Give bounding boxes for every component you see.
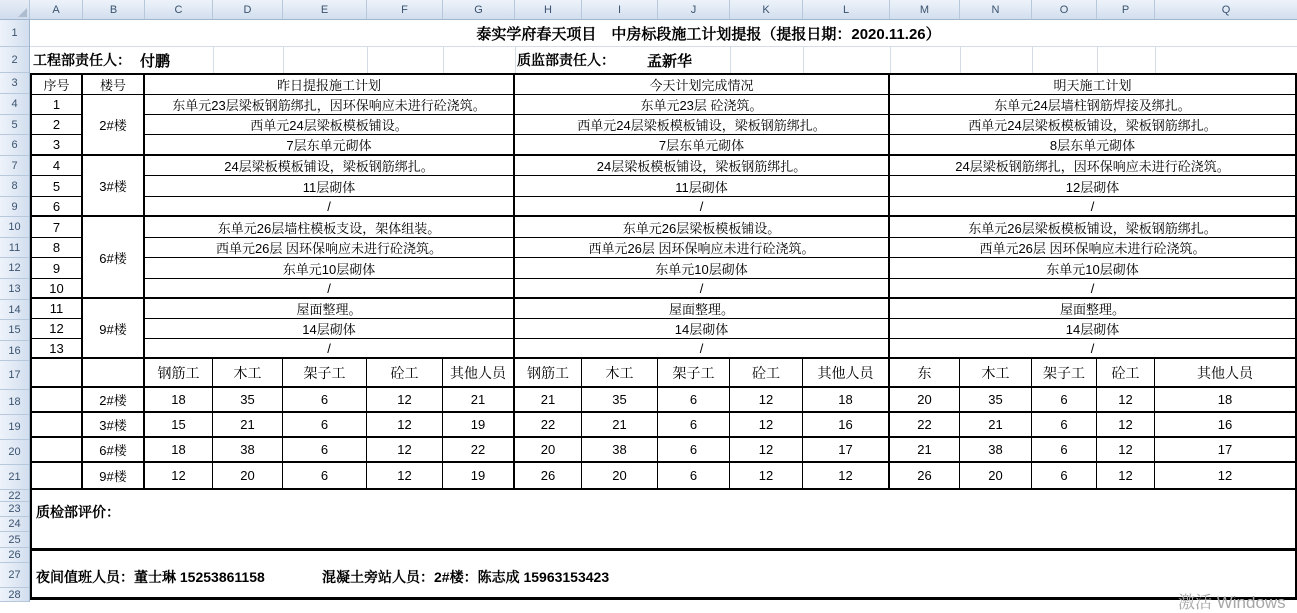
labor-value-cell[interactable]: 12 — [1097, 413, 1155, 438]
header-seq[interactable]: 序号 — [32, 75, 83, 95]
labor-value-cell[interactable]: 12 — [367, 438, 443, 463]
labor-value-cell[interactable]: 26 — [515, 463, 582, 488]
labor-value-cell[interactable]: 16 — [1155, 413, 1295, 438]
col-header-d[interactable]: D — [213, 0, 283, 19]
labor-value-cell[interactable]: 26 — [890, 463, 960, 488]
col-header-m[interactable]: M — [890, 0, 960, 19]
labor-header-cell[interactable]: 砼工 — [730, 359, 803, 388]
row-header[interactable]: 9 — [0, 197, 29, 217]
labor-value-cell[interactable]: 6 — [1032, 438, 1097, 463]
labor-value-cell[interactable]: 6 — [1032, 413, 1097, 438]
duty-box — [30, 551, 1297, 600]
plan-cell[interactable]: / — [515, 197, 890, 217]
seq-cell[interactable]: 8 — [32, 238, 83, 258]
empty-cell[interactable] — [32, 359, 83, 388]
labor-value-cell[interactable]: 6 — [658, 463, 730, 488]
plan-cell[interactable]: 东单元10层砌体 — [515, 258, 890, 279]
building-cell[interactable]: 2#楼 — [83, 95, 145, 156]
plan-cell[interactable]: 14层砌体 — [890, 319, 1295, 339]
plan-cell[interactable]: 西单元26层 因环保响应未进行砼浇筑。 — [890, 238, 1295, 258]
col-header-b[interactable]: B — [83, 0, 145, 19]
labor-header-cell[interactable]: 架子工 — [283, 359, 367, 388]
labor-header-cell[interactable]: 木工 — [582, 359, 658, 388]
plan-cell[interactable]: 西单元24层梁板模板铺设。 — [145, 115, 515, 135]
row-header[interactable]: 6 — [0, 135, 29, 156]
labor-header-cell[interactable]: 其他人员 — [443, 359, 515, 388]
labor-value-cell[interactable]: 20 — [213, 463, 283, 488]
labor-value-cell[interactable]: 20 — [890, 388, 960, 413]
activate-windows-watermark: 激活 Windows — [1178, 593, 1286, 612]
col-header-q[interactable]: Q — [1221, 3, 1231, 16]
row-header[interactable]: 15 — [0, 320, 29, 341]
building-cell[interactable]: 9#楼 — [83, 299, 145, 359]
row-header[interactable]: 27 — [0, 563, 29, 588]
seq-cell[interactable]: 9 — [32, 258, 83, 279]
gridline-v — [1032, 47, 1033, 73]
plan-cell[interactable]: 东单元26层梁板模板铺设，梁板钢筋绑扎。 — [890, 217, 1295, 238]
labor-value-cell[interactable]: 17 — [803, 438, 890, 463]
row-header[interactable]: 10 — [0, 217, 29, 238]
row-header[interactable]: 24 — [0, 517, 29, 532]
labor-value-cell[interactable]: 22 — [890, 413, 960, 438]
labor-header-cell[interactable]: 木工 — [213, 359, 283, 388]
plan-cell[interactable]: / — [890, 339, 1295, 359]
labor-header-cell[interactable]: 东 — [890, 359, 960, 388]
labor-value-cell[interactable]: 21 — [443, 388, 515, 413]
labor-value-cell[interactable]: 20 — [515, 438, 582, 463]
row-header[interactable]: 13 — [0, 279, 29, 300]
gridline-v — [1097, 47, 1098, 73]
col-header-f[interactable]: F — [367, 0, 443, 19]
responsibles-row — [30, 47, 1297, 73]
labor-building-cell[interactable]: 2#楼 — [83, 388, 145, 413]
row-header[interactable]: 18 — [0, 390, 29, 415]
labor-value-cell[interactable]: 20 — [582, 463, 658, 488]
seq-cell[interactable]: 10 — [32, 279, 83, 299]
plan-cell[interactable]: 东单元10层砌体 — [890, 258, 1295, 279]
labor-value-cell[interactable]: 18 — [145, 438, 213, 463]
plan-cell[interactable]: 东单元10层砌体 — [145, 258, 515, 279]
labor-value-cell[interactable]: 12 — [1097, 388, 1155, 413]
gridline-v — [283, 47, 284, 73]
row-header[interactable]: 3 — [0, 73, 29, 94]
gridline-v — [960, 47, 961, 73]
labor-header-cell[interactable]: 架子工 — [658, 359, 730, 388]
labor-value-cell[interactable]: 6 — [1032, 463, 1097, 488]
labor-value-cell[interactable]: 6 — [283, 413, 367, 438]
labor-value-cell[interactable]: 22 — [515, 413, 582, 438]
seq-cell[interactable]: 3 — [32, 135, 83, 156]
gridline-v — [213, 47, 214, 73]
labor-value-cell[interactable]: 6 — [658, 438, 730, 463]
col-header-i[interactable]: I — [582, 0, 658, 19]
col-header-c[interactable]: C — [145, 0, 213, 19]
plan-cell[interactable]: 24层梁板钢筋绑扎，因环保响应未进行砼浇筑。 — [890, 156, 1295, 176]
column-header-strip — [0, 0, 1297, 20]
plan-cell[interactable]: 7层东单元砌体 — [515, 135, 890, 156]
qc-evaluation-label[interactable]: 质检部评价： — [36, 504, 120, 520]
row-header[interactable]: 1 — [0, 20, 29, 47]
plan-cell[interactable]: / — [890, 197, 1295, 217]
plan-cell[interactable]: 7层东单元砌体 — [145, 135, 515, 156]
row-header[interactable]: 21 — [0, 465, 29, 490]
labor-value-cell[interactable]: 6 — [658, 388, 730, 413]
plan-cell[interactable]: 西单元24层梁板模板铺设，梁板钢筋绑扎。 — [515, 115, 890, 135]
row-header[interactable]: 11 — [0, 238, 29, 258]
plan-cell[interactable]: 14层砌体 — [515, 319, 890, 339]
row-header[interactable]: 12 — [0, 258, 29, 279]
plan-cell[interactable]: 东单元26层墙柱模板支设，架体组装。 — [145, 217, 515, 238]
row-header[interactable]: 26 — [0, 548, 29, 563]
empty-cell[interactable] — [32, 388, 83, 413]
row-header-gutter — [0, 20, 30, 602]
seq-cell[interactable]: 4 — [32, 156, 83, 176]
plan-cell[interactable]: 东单元24层墙柱钢筋焊接及绑扎。 — [890, 95, 1295, 115]
labor-value-cell[interactable]: 6 — [658, 413, 730, 438]
labor-value-cell[interactable]: 18 — [1155, 388, 1295, 413]
seq-cell[interactable]: 1 — [32, 95, 83, 115]
plan-table — [30, 73, 1297, 490]
col-header-g[interactable]: G — [443, 0, 515, 19]
labor-value-cell[interactable]: 38 — [213, 438, 283, 463]
labor-value-cell[interactable]: 6 — [283, 438, 367, 463]
row-header[interactable]: 4 — [0, 94, 29, 115]
labor-value-cell[interactable]: 21 — [213, 413, 283, 438]
night-duty-text[interactable]: 夜间值班人员：董士琳 15253861158 — [36, 569, 265, 585]
labor-value-cell[interactable]: 19 — [443, 413, 515, 438]
eng-responsible-cell[interactable] — [33, 47, 170, 73]
labor-value-cell[interactable]: 12 — [145, 463, 213, 488]
qc-responsible-name: 孟新华 — [647, 52, 693, 70]
labor-value-cell[interactable]: 21 — [890, 438, 960, 463]
gridline-v — [730, 47, 731, 73]
row-header[interactable]: 17 — [0, 361, 29, 390]
plan-cell[interactable]: / — [145, 339, 515, 359]
col-header-k[interactable]: K — [730, 0, 803, 19]
seq-cell[interactable]: 12 — [32, 319, 83, 339]
row-header[interactable]: 28 — [0, 588, 29, 602]
col-header-j[interactable]: J — [658, 0, 730, 19]
labor-value-cell[interactable]: 12 — [730, 463, 803, 488]
labor-value-cell[interactable]: 35 — [582, 388, 658, 413]
header-today[interactable]: 今天计划完成情况 — [515, 75, 890, 95]
plan-cell[interactable]: 24层梁板模板铺设，梁板钢筋绑扎。 — [515, 156, 890, 176]
empty-cell[interactable] — [32, 463, 83, 488]
labor-value-cell[interactable]: 12 — [367, 388, 443, 413]
labor-building-cell[interactable]: 6#楼 — [83, 438, 145, 463]
plan-cell[interactable]: 11层砌体 — [515, 176, 890, 197]
gridline-v — [890, 47, 891, 73]
plan-cell[interactable]: / — [145, 279, 515, 299]
plan-cell[interactable]: 11层砌体 — [145, 176, 515, 197]
gridline-v — [367, 47, 368, 73]
col-header-l[interactable]: L — [803, 0, 890, 19]
labor-value-cell[interactable]: 12 — [730, 438, 803, 463]
labor-value-cell[interactable]: 16 — [803, 413, 890, 438]
header-building[interactable]: 楼号 — [83, 75, 145, 95]
labor-value-cell[interactable]: 12 — [1217, 468, 1233, 483]
labor-value-cell[interactable]: 12 — [367, 413, 443, 438]
plan-cell[interactable]: 东单元23层 砼浇筑。 — [515, 95, 890, 115]
qc-evaluation-box — [30, 490, 1297, 551]
seq-cell[interactable]: 2 — [32, 115, 83, 135]
labor-header-cell[interactable]: 砼工 — [1097, 359, 1155, 388]
empty-cell[interactable] — [83, 359, 145, 388]
plan-cell[interactable]: 西单元24层梁板模板铺设，梁板钢筋绑扎。 — [890, 115, 1295, 135]
labor-value-cell[interactable]: 38 — [582, 438, 658, 463]
labor-value-cell[interactable]: 22 — [443, 438, 515, 463]
labor-value-cell[interactable]: 21 — [582, 413, 658, 438]
header-tomorrow[interactable]: 明天施工计划 — [890, 75, 1295, 95]
empty-cell[interactable] — [32, 413, 83, 438]
labor-value-cell[interactable]: 12 — [367, 463, 443, 488]
eng-responsible-name: 付鹏 — [140, 52, 171, 70]
seq-cell[interactable]: 13 — [32, 339, 83, 359]
labor-value-cell[interactable]: 15 — [145, 413, 213, 438]
labor-header-cell[interactable]: 木工 — [960, 359, 1032, 388]
seq-cell[interactable]: 5 — [32, 176, 83, 197]
plan-cell[interactable]: 东单元26层梁板模板铺设。 — [515, 217, 890, 238]
labor-header-cell[interactable]: 其他人员 — [803, 359, 890, 388]
sheet-content — [30, 20, 1297, 612]
row-header[interactable]: 25 — [0, 532, 29, 548]
seq-cell[interactable]: 6 — [32, 197, 83, 217]
row-header[interactable]: 2 — [0, 47, 29, 73]
plan-cell[interactable]: / — [515, 339, 890, 359]
labor-value-cell[interactable]: 12 — [803, 463, 890, 488]
labor-value-cell[interactable]: 6 — [283, 388, 367, 413]
concrete-duty-text[interactable]: 混凝土旁站人员：2#楼：陈志成 15963153423 — [322, 569, 610, 585]
labor-value-cell[interactable]: 12 — [1097, 438, 1155, 463]
plan-cell[interactable]: / — [145, 197, 515, 217]
labor-value-cell[interactable]: 18 — [145, 388, 213, 413]
row-header[interactable]: 5 — [0, 115, 29, 135]
gridline-h — [30, 46, 1297, 47]
col-header-n[interactable]: N — [960, 0, 1032, 19]
labor-value-cell[interactable]: 12 — [730, 413, 803, 438]
report-title-cell[interactable]: 泰实学府春天项目 中房标段施工计划提报（提报日期：2020.11.26） — [476, 26, 941, 43]
col-header-p[interactable]: P — [1097, 0, 1155, 19]
col-header-e[interactable]: E — [283, 0, 367, 19]
labor-building-cell[interactable]: 3#楼 — [83, 413, 145, 438]
labor-value-cell[interactable]: 6 — [283, 463, 367, 488]
plan-cell[interactable]: 24层梁板模板铺设，梁板钢筋绑扎。 — [145, 156, 515, 176]
col-header-h[interactable]: H — [515, 0, 582, 19]
labor-value-cell[interactable]: 20 — [960, 463, 1032, 488]
plan-cell[interactable]: 屋面整理。 — [145, 299, 515, 319]
col-header-a[interactable]: A — [30, 0, 83, 19]
plan-cell[interactable]: 西单元26层 因环保响应未进行砼浇筑。 — [515, 238, 890, 258]
gridline-v — [515, 47, 516, 73]
select-all-corner[interactable] — [0, 0, 30, 19]
row-header[interactable]: 22 — [0, 490, 29, 502]
labor-value-cell[interactable]: 12 — [1097, 463, 1155, 488]
col-header-o[interactable]: O — [1032, 0, 1097, 19]
row-header[interactable]: 19 — [0, 415, 29, 440]
labor-header-cell[interactable]: 钢筋工 — [145, 359, 213, 388]
labor-value-cell[interactable]: 19 — [443, 463, 515, 488]
labor-value-cell[interactable]: 35 — [960, 388, 1032, 413]
labor-value-cell[interactable]: 21 — [960, 413, 1032, 438]
labor-header-cell[interactable]: 架子工 — [1032, 359, 1097, 388]
plan-cell[interactable]: 西单元26层 因环保响应未进行砼浇筑。 — [145, 238, 515, 258]
building-cell[interactable]: 6#楼 — [83, 217, 145, 299]
select-all-triangle-icon — [18, 8, 27, 17]
plan-cell[interactable]: 屋面整理。 — [890, 299, 1295, 319]
labor-header-cell[interactable]: 砼工 — [367, 359, 443, 388]
plan-cell[interactable]: 东单元23层梁板钢筋绑扎，因环保响应未进行砼浇筑。 — [145, 95, 515, 115]
building-cell[interactable]: 3#楼 — [83, 156, 145, 217]
plan-cell[interactable]: / — [890, 279, 1295, 299]
gridline-v — [1155, 47, 1156, 73]
labor-value-cell[interactable]: 12 — [730, 388, 803, 413]
labor-value-cell[interactable]: 35 — [213, 388, 283, 413]
empty-cell[interactable] — [32, 438, 83, 463]
labor-value-cell[interactable]: 38 — [960, 438, 1032, 463]
labor-value-cell[interactable]: 6 — [1032, 388, 1097, 413]
qc-responsible-label: 质监部责任人： — [517, 52, 615, 68]
row-header[interactable]: 16 — [0, 341, 29, 361]
row-header[interactable]: 23 — [0, 502, 29, 517]
seq-cell[interactable]: 7 — [32, 217, 83, 238]
row-header[interactable]: 8 — [0, 176, 29, 197]
labor-header-cell[interactable]: 钢筋工 — [515, 359, 582, 388]
gridline-v — [443, 47, 444, 73]
row-header[interactable]: 7 — [0, 156, 29, 176]
plan-cell[interactable]: 12层砌体 — [890, 176, 1295, 197]
seq-cell[interactable]: 11 — [32, 299, 83, 319]
labor-header-cell[interactable]: 其他人员 — [1155, 359, 1295, 388]
labor-value-cell[interactable]: 18 — [803, 388, 890, 413]
plan-cell[interactable]: 14层砌体 — [145, 319, 515, 339]
labor-building-cell[interactable]: 9#楼 — [83, 463, 145, 488]
plan-cell[interactable]: 8层东单元砌体 — [890, 135, 1295, 156]
qc-responsible-cell[interactable] — [517, 47, 692, 73]
row-header[interactable]: 14 — [0, 300, 29, 320]
labor-value-cell[interactable]: 21 — [515, 388, 582, 413]
row-header[interactable]: 20 — [0, 440, 29, 465]
eng-responsible-label: 工程部责任人： — [33, 52, 131, 68]
gridline-v — [803, 47, 804, 73]
labor-value-cell[interactable]: 17 — [1155, 438, 1295, 463]
plan-cell[interactable]: 屋面整理。 — [515, 299, 890, 319]
header-yesterday[interactable]: 昨日提报施工计划 — [145, 75, 515, 95]
plan-cell[interactable]: / — [515, 279, 890, 299]
